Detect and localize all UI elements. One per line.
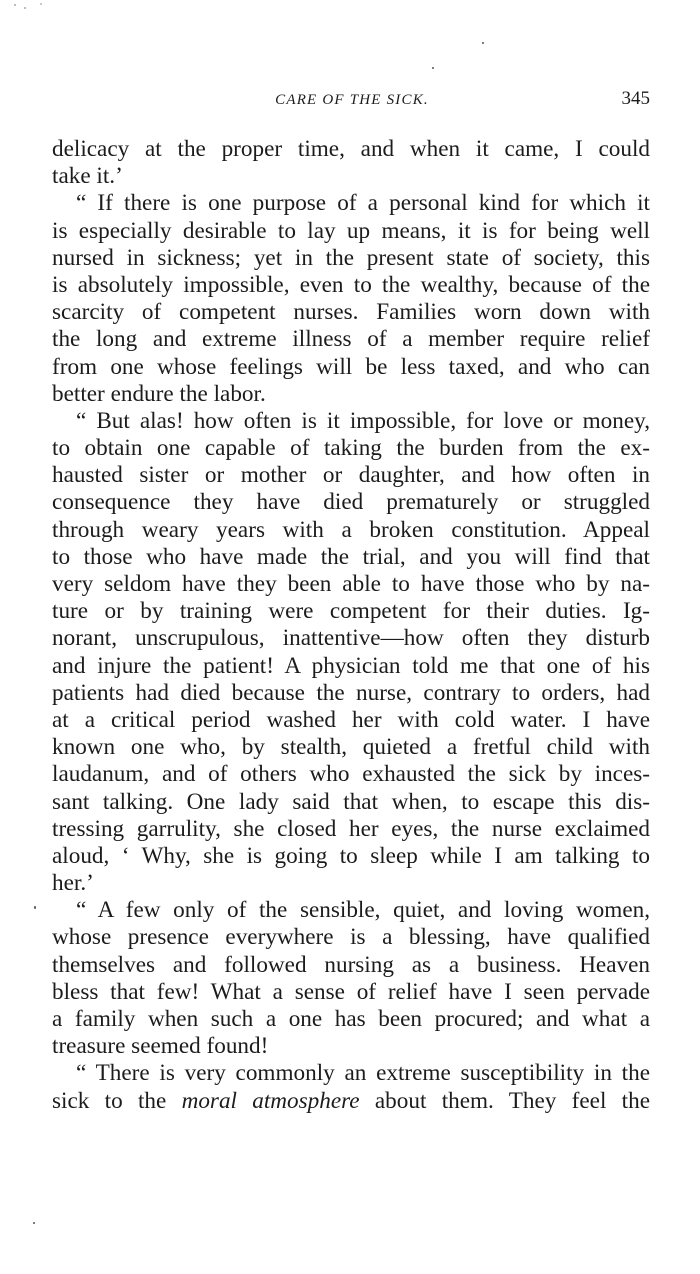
text-fragment: about them. They feel the — [359, 1087, 651, 1114]
text-line: to those who have made the trial, and you will find that — [52, 543, 650, 570]
text-line: take it.’ — [52, 163, 123, 190]
text-line: consequence they have died prematurely or struggled — [52, 489, 650, 516]
text-line: is absolutely impossible, even to the wealthy, because of the — [52, 271, 650, 298]
text-line: her.’ — [52, 870, 94, 897]
text-line: the long and extreme illness of a member require relief — [52, 326, 650, 353]
text-line: known one who, by stealth, quieted a fretful child with — [52, 734, 650, 761]
text-line: whose presence everywhere is a blessing, have qualified — [52, 924, 650, 951]
text-line: sant talking. One lady said that when, to escape this dis- — [52, 788, 650, 815]
text-line: scarcity of competent nurses. Families worn down with — [52, 299, 650, 326]
text-line: is especially desirable to lay up means, it is for being well — [52, 217, 650, 244]
text-line: at a critical period washed her with cold water. I have — [52, 706, 650, 733]
text-line: bless that few! What a sense of relief have I seen pervade — [52, 978, 650, 1005]
text-line: tressing garrulity, she closed her eyes, the nurse exclaimed — [52, 815, 650, 842]
text-line: through weary years with a broken constitution. Appeal — [52, 516, 650, 543]
paragraph-start-line: “ There is very commonly an extreme susceptibility in the — [76, 1060, 650, 1087]
text-line: and injure the patient! A physician told me that one of his — [52, 652, 650, 679]
scan-speck — [14, 4, 16, 6]
text-line: themselves and followed nursing as a business. Heaven — [52, 951, 650, 978]
scan-speck — [432, 67, 434, 69]
paragraph-start-line: “ A few only of the sensible, quiet, and loving women, — [76, 897, 650, 924]
running-title: CARE OF THE SICK. — [275, 92, 429, 108]
scan-speck — [482, 42, 484, 44]
text-line: nursed in sickness; yet in the present state of society, this — [52, 244, 650, 271]
text-line: very seldom have they been able to have those who by na- — [52, 571, 650, 597]
text-line — [52, 1088, 650, 1115]
text-line: from one whose feelings will be less taxed, and who can — [52, 353, 650, 380]
text-line: laudanum, and of others who exhausted the sick by inces- — [52, 761, 650, 788]
text-line: aloud, ‘ Why, she is going to sleep while I am talking to — [52, 842, 650, 869]
paragraph-start-line: “ If there is one purpose of a personal kind for which it — [76, 190, 650, 217]
text-fragment: sick to the — [52, 1087, 182, 1114]
text-line: norant, unscrupulous, inattentive—how often they disturb — [52, 625, 650, 652]
scan-speck — [24, 7, 26, 9]
emphasized-phrase: moral atmosphere — [181, 1087, 360, 1114]
text-line: better endure the labor. — [52, 380, 266, 407]
scan-speck — [33, 1222, 35, 1224]
body-text — [52, 136, 650, 1115]
text-line: patients had died because the nurse, contrary to orders, had — [52, 679, 650, 706]
text-line: to obtain one capable of taking the burden from the ex- — [52, 435, 650, 462]
text-line: a family when such a one has been procured; and what a — [52, 1006, 650, 1032]
running-head — [52, 88, 652, 114]
scan-speck — [40, 3, 42, 5]
text-line: hausted sister or mother or daughter, and how often in — [52, 462, 650, 489]
text-line: ture or by training were competent for their duties. Ig- — [52, 598, 650, 625]
text-line: treasure seemed found! — [52, 1033, 269, 1060]
scan-speck — [34, 906, 36, 909]
text-line: delicacy at the proper time, and when it came, I could — [52, 136, 650, 162]
page-number: 345 — [621, 88, 650, 109]
paragraph-start-line: “ But alas! how often is it impossible, for love or money, — [76, 407, 650, 434]
